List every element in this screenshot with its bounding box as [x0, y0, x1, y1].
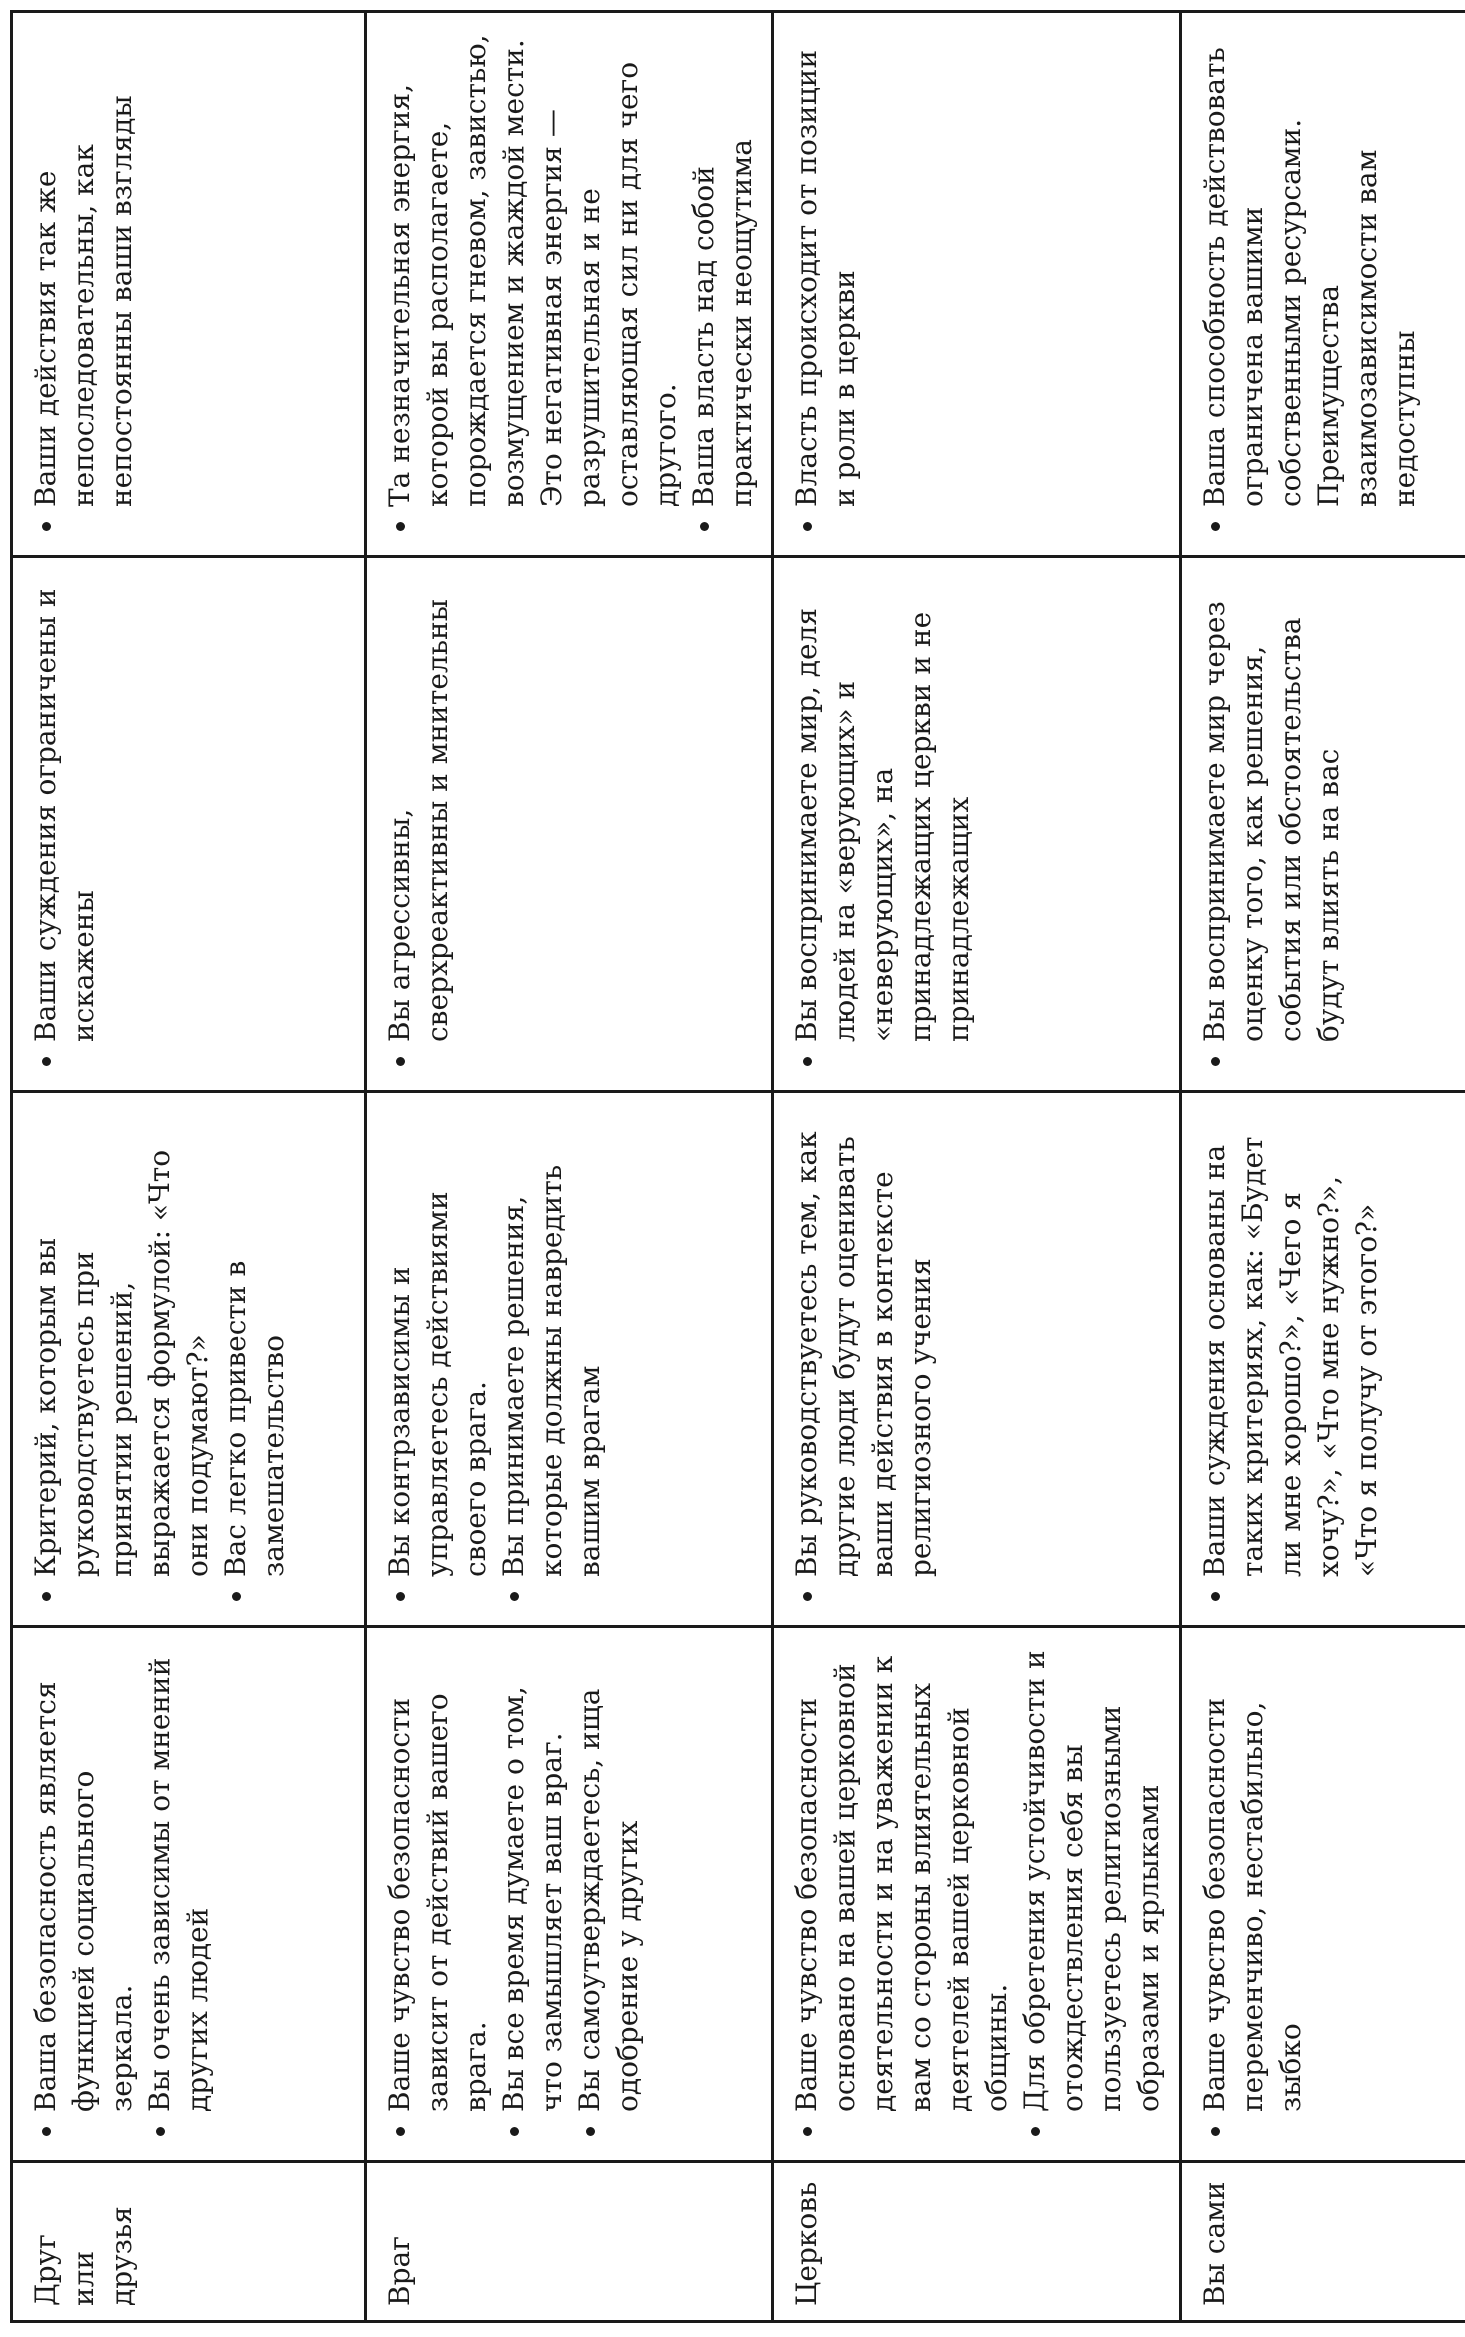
table-cell: [366, 1092, 773, 1627]
table-cell: [1181, 1092, 1465, 1627]
table-row: [12, 12, 366, 2322]
list-item: • Власть происходит от позиции и роли в церкви: [788, 27, 864, 507]
table-cell: [1181, 12, 1465, 557]
list-item: • Ваше чувство безопасности основано на вашей церковной деятельности и на уважении к вам со стороны влиятельных деятелей вашей церковной общины.: [788, 1642, 1016, 2112]
row-label-friends: Друг или друзья: [12, 2162, 366, 2322]
table-row: [773, 12, 1181, 2322]
table-cell: [1181, 557, 1465, 1092]
list-item: • Ваше чувство безопасности зависит от действий вашего врага.: [381, 1642, 495, 2112]
table-cell: [12, 1627, 366, 2162]
list-item: • Вы руководствуетесь тем, как другие люди будут оценивать ваши действия в контексте религиозного учения: [788, 1107, 940, 1577]
table-cell: [773, 1092, 1181, 1627]
row-label-church: Церковь: [773, 2162, 1181, 2322]
list-item: • Вы воспринимаете мир, деля людей на «верующих» и «неверующих», на принадлежащих церкви и не принадлежащих: [788, 572, 978, 1042]
list-item: • Та незначительная энергия, которой вы располагаете, порождается гневом, завистью, возмущением и жаждой мести. Это негативная энергия — разрушительная и не оставляющая сил ни для чего другого.: [381, 27, 685, 507]
list-item: • Вы агрессивны, сверхреактивны и мнительны: [381, 572, 457, 1042]
list-item: • Ваши суждения ограничены и искажены: [27, 572, 103, 1042]
list-item: • Ваши суждения основаны на таких критериях, как: «Будет ли мне хорошо?», «Чего я хочу?», «Что мне нужно?», «Что я получу от этого?»: [1196, 1107, 1386, 1577]
table-cell: [12, 557, 366, 1092]
table-cell: [12, 1092, 366, 1627]
table-cell: [773, 1627, 1181, 2162]
list-item: • Вы воспринимаете мир через оценку того, как решения, события или обстоятельства будут влиять на вас: [1196, 572, 1348, 1042]
list-item: • Вы контрзависимы и управляетесь действиями своего врага.: [381, 1107, 495, 1577]
list-item: • Вас легко привести в замешательство: [217, 1107, 293, 1577]
list-item: • Вы все время думаете о том, что замышляет ваш враг.: [495, 1642, 571, 2112]
list-item: • Вы принимаете решения, которые должны навредить вашим врагам: [495, 1107, 609, 1577]
list-item: • Ваша способность действовать ограничена вашими собственными ресурсами. Преимущества взаимозависимости вам недоступны: [1196, 27, 1424, 507]
list-item: • Для обретения устойчивости и отождествления себя вы пользуетесь религиозными образами и ярлыками: [1016, 1642, 1168, 2112]
table-cell: [773, 557, 1181, 1092]
list-item: • Ваше чувство безопасности переменчиво, нестабильно, зыбко: [1196, 1642, 1310, 2112]
table-cell: [366, 557, 773, 1092]
row-label-self: Вы сами: [1181, 2162, 1465, 2322]
list-item: • Вы самоутверждаетесь, ища одобрение у других: [571, 1642, 647, 2112]
table-row: [366, 12, 773, 2322]
list-item: • Вы очень зависимы от мнений других людей: [141, 1642, 217, 2112]
table-cell: [12, 12, 366, 557]
list-item: • Ваша безопасность является функцией социального зеркала.: [27, 1642, 141, 2112]
list-item: • Ваши действия так же непоследовательны, как непостоянны ваши взгляды: [27, 27, 141, 507]
table-cell: [1181, 1627, 1465, 2162]
row-label-enemy: Враг: [366, 2162, 773, 2322]
table-cell: [773, 12, 1181, 557]
table-row: [1181, 12, 1465, 2322]
table-cell: [366, 1627, 773, 2162]
list-item: • Критерий, которым вы руководствуетесь при принятии решений, выражается формулой: «Что они подумают?»: [27, 1107, 217, 1577]
table-cell: [366, 12, 773, 557]
list-item: • Ваша власть над собой практически неощутима: [685, 27, 761, 507]
comparison-table: [10, 10, 1465, 2323]
